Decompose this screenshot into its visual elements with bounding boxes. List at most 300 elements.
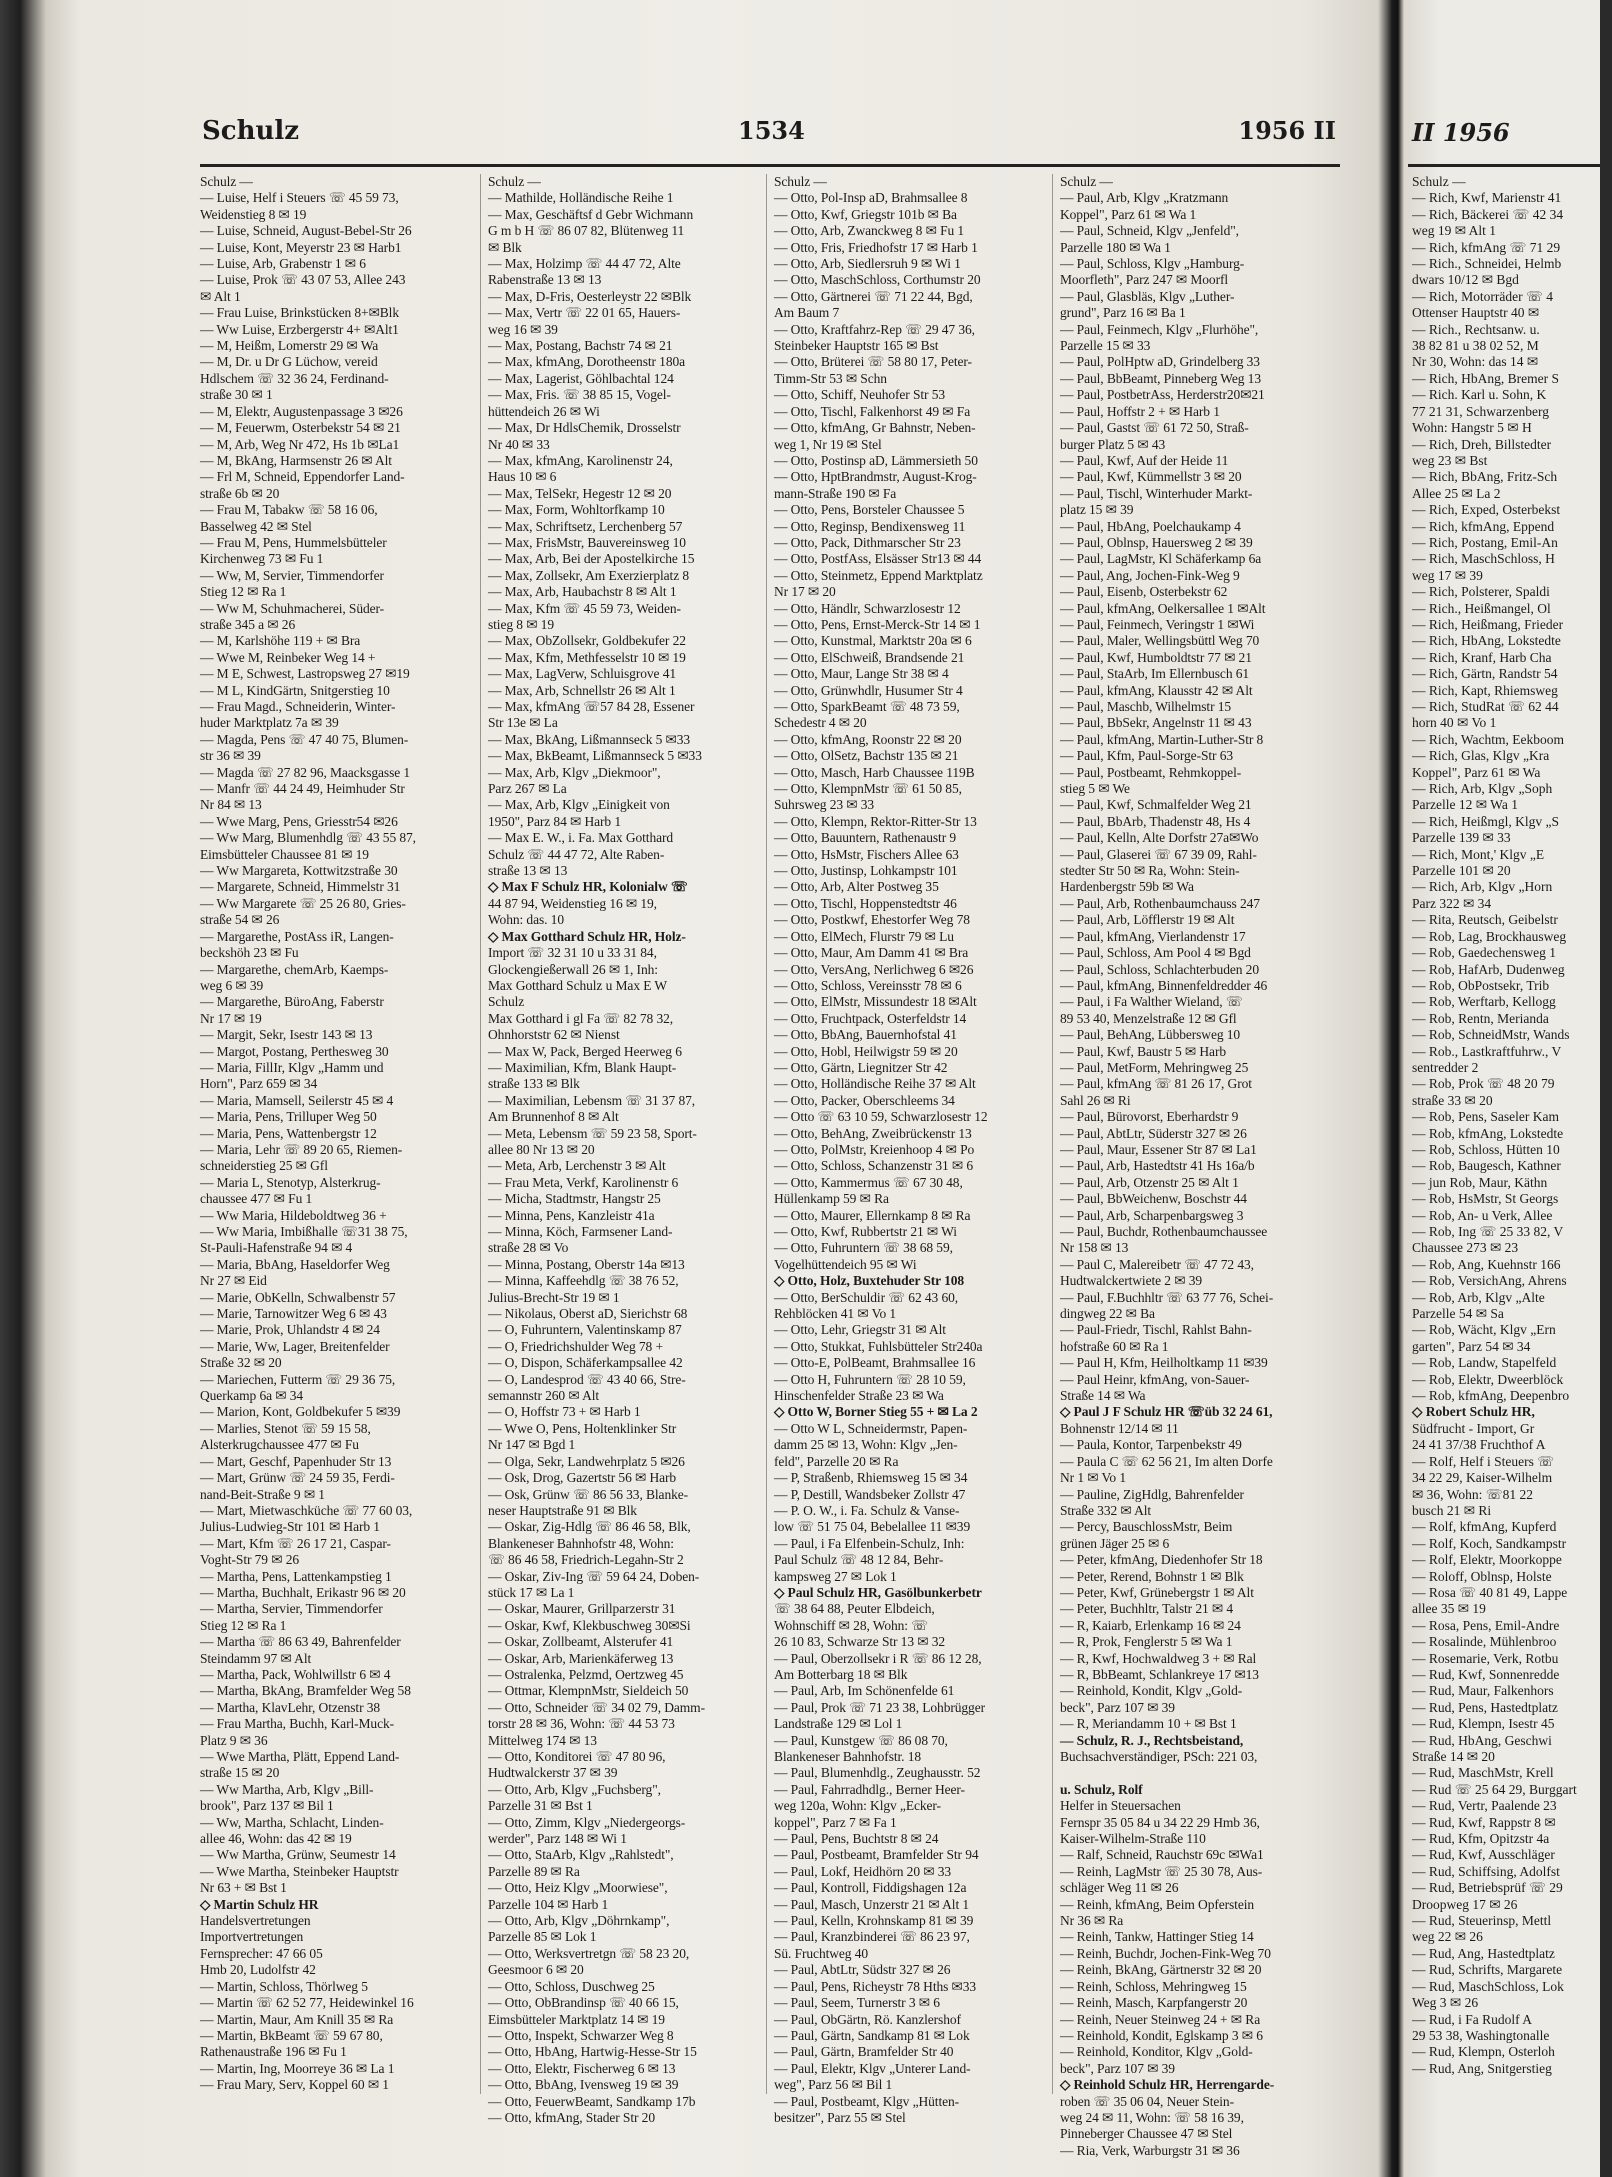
directory-entry-line: — Paul, Arb, Scharpenbargsweg 3 [1060,1207,1244,1223]
directory-entry-line: — Ralf, Schneid, Rauchstr 69c ✉Wa1 [1060,1847,1264,1863]
directory-entry-line: — Otto, Grünwhdlr, Husumer Str 4 [774,682,963,698]
directory-entry-line: — Max, D-Fris, Oesterleystr 22 ✉Blk [488,288,692,304]
directory-entry-line: — Ostralenka, Pelzmd, Oertzweg 45 [488,1666,684,1682]
directory-entry-line: — Max, Holzimp ☏ 44 47 72, Alte [488,256,681,272]
directory-entry-line: — Otto, Fruchtpack, Osterfeldstr 14 [774,1010,967,1026]
directory-entry-line: — Rich, Heißmang, Frieder [1412,616,1564,632]
directory-entry-line: — Rosa ☏ 40 81 49, Lappe [1412,1584,1568,1600]
directory-entry-line: — Peter, Buchhltr, Talstr 21 ✉ 4 [1060,1601,1234,1617]
directory-entry-line: — Rich, Gärtn, Randstr 54 [1412,666,1558,682]
directory-entry-line: — Paul, Schneid, Klgv „Jenfeld", [1060,223,1239,239]
directory-entry-line: — Rud, MaschMstr, Krell [1412,1765,1554,1781]
directory-entry-line: Droopweg 17 ✉ 26 [1412,1896,1518,1912]
directory-entry-line: — Martin, Ing, Moorreye 36 ✉ La 1 [200,2060,395,2076]
directory-entry-line: — Ww Marg, Blumenhdlg ☏ 43 55 87, [200,830,416,846]
directory-entry-line: Julius-Ludwieg-Str 101 ✉ Harb 1 [200,1519,380,1535]
directory-entry-line: — Otto, kfmAng, Roonstr 22 ✉ 20 [774,731,962,747]
directory-entry-line: 1950", Parz 84 ✉ Harb 1 [488,813,621,829]
directory-entry-line: — Margarethe, PostAss iR, Langen- [200,928,394,944]
directory-entry-line: Blankeneser Bahnhofstr 48, Wohn: [488,1535,674,1551]
directory-entry-line: — Mart, Kfm ☏ 26 17 21, Caspar- [200,1535,391,1551]
directory-entry-line: — Marlies, Stenot ☏ 59 15 58, [200,1420,371,1436]
directory-entry-line: — Roloff, Oblnsp, Holste [1412,1568,1552,1584]
directory-entry-line: — Max, kfmAng, Dorotheenstr 180a [488,354,686,370]
directory-entry-line: — M, Karlshöhe 119 + ✉ Bra [200,633,361,649]
directory-column-3 [774,174,1046,2125]
directory-entry-line: — Rich, StudRat ☏ 62 44 [1412,699,1559,714]
facing-page [1408,112,1600,2112]
directory-entry-line: — Rich, Motorräder ☏ 4 [1412,288,1553,304]
directory-entry-line: — Oskar, Kwf, Klekbuschweg 30✉Si [488,1617,691,1633]
directory-entry-line: — Paul, Arb, Rothenbaumchauss 247 [1060,895,1260,911]
directory-entry-line: — Rich, HbAng, Bremer S [1412,370,1559,386]
directory-entry-line: — Max, Vertr ☏ 22 01 65, Hauers- [488,305,681,321]
directory-entry-line: low ☏ 51 75 04, Bebelallee 11 ✉39 [774,1519,971,1535]
directory-entry-line: — Otto, Arb, Zwanckweg 8 ✉ Fu 1 [774,223,965,239]
directory-entry-line: — Paul, Arb, Otzenstr 25 ✉ Alt 1 [1060,1174,1239,1190]
directory-entry-line: — M, BkAng, Harmsenstr 26 ✉ Alt [200,452,392,468]
directory-entry-line: Am Brunnenhof 8 ✉ Alt [488,1109,619,1125]
directory-entry-line: weg 22 ✉ 26 [1412,1929,1483,1945]
directory-entry-line: schneiderstieg 25 ✉ Gfl [200,1158,328,1174]
directory-column-2 [488,174,760,2125]
directory-entry-line: straße 33 ✉ 20 [1412,1092,1493,1108]
directory-entry-line: — Otto, Holländische Reihe 37 ✉ Alt [774,1076,976,1092]
directory-entry-line: Parzelle 54 ✉ Sa [1412,1306,1504,1322]
directory-entry-line: Nr 36 ✉ Ra [1060,1913,1124,1929]
directory-entry-line: — Paula C ☏ 62 56 21, Im alten Dorfe [1060,1453,1273,1469]
directory-entry-line: — Rob, Ing ☏ 25 33 82, V [1412,1224,1564,1239]
directory-entry-line: — Paul, Oblnsp, Hauersweg 2 ✉ 39 [1060,534,1253,550]
directory-entry-line: — Otto, HsMstr, Fischers Allee 63 [774,846,959,862]
directory-entry-line: Moorfleth", Parz 247 ✉ Moorfl [1060,272,1229,288]
directory-entry-line: — Otto, Maur, Lange Str 38 ✉ 4 [774,666,949,682]
directory-entry-line: — Magda, Pens ☏ 47 40 75, Blumen- [200,731,409,747]
directory-entry-line: — Paul, BbWeichenw, Boschstr 44 [1060,1191,1247,1207]
directory-entry-line: — Max, Dr HdlsChemik, Drosselstr [488,420,681,436]
directory-entry-line: Wohn: Hangstr 5 ✉ H [1412,420,1532,436]
directory-entry-line: — Rich., Heißmangel, Ol [1412,600,1551,616]
directory-entry-line: weg 16 ✉ 39 [488,321,558,337]
directory-entry-line: — Paul, i Fa Elfenbein-Schulz, Inh: [774,1535,965,1551]
directory-entry-line: — Otto, Händlr, Schwarzlosestr 12 [774,600,961,616]
directory-entry-line: weg 24 ✉ 11, Wohn: ☏ 58 16 39, [1060,2109,1244,2125]
directory-entry-line: Schulz — [488,174,541,189]
directory-entry-line: ☏ 86 46 58, Friedrich-Legahn-Str 2 [488,1552,684,1568]
directory-entry-line: — Rud ☏ 25 64 29, Burggart [1412,1781,1577,1797]
directory-entry-line: schläger Weg 11 ✉ 26 [1060,1880,1179,1896]
directory-entry-line: — Rud, MaschSchloss, Lok [1412,1978,1564,1994]
directory-entry-line: — Otto, PostfAss, Elsässer Str13 ✉ 44 [774,551,982,567]
directory-entry-line: — Max, Kfm ☏ 45 59 73, Weiden- [488,600,681,616]
directory-entry-line: — Reinh, BkAng, Gärtnerstr 32 ✉ 20 [1060,1962,1262,1978]
directory-entry-line: — Paul, BbArb, Thadenstr 48, Hs 4 [1060,813,1251,829]
directory-entry-line: — Paul H, Kfm, Heilholtkamp 11 ✉39 [1060,1355,1268,1371]
directory-entry-line: — Max, Postang, Bachstr 74 ✉ 21 [488,338,673,354]
directory-entry-line: — Otto, Kwf, Rubbertstr 21 ✉ Wi [774,1224,957,1239]
directory-entry-line: — Minna, Postang, Oberstr 14a ✉13 [488,1256,685,1272]
directory-entry-line: mann-Straße 190 ✉ Fa [774,485,897,501]
directory-entry-line: — Reinh, LagMstr ☏ 25 30 78, Aus- [1060,1863,1263,1879]
directory-entry-line: — Martha, Pack, Wohlwillstr 6 ✉ 4 [200,1666,391,1682]
directory-entry-line: — Rich., Schneidei, Helmb [1412,256,1562,272]
directory-entry-line: Steindamm 97 ✉ Alt [200,1650,312,1666]
directory-entry-line: Hdlschem ☏ 32 36 24, Ferdinand- [200,370,389,386]
directory-entry-line: — Martha, Pens, Lattenkampstieg 1 [200,1568,392,1584]
directory-entry-line: — Paul, Gärtn, Bramfelder Str 40 [774,2044,954,2060]
directory-entry-line: Helfer in Steuersachen [1060,1798,1181,1814]
directory-entry-line: — Rud, Ang, Hastedtplatz [1412,1945,1555,1961]
directory-entry-line: — Maria, FillIr, Klgv „Hamm und [200,1059,384,1075]
directory-entry-line: — Percy, BauschlossMstr, Beim [1060,1519,1233,1535]
directory-entry-line: — Rich, Postang, Emil-An [1412,534,1558,550]
directory-entry-line: — Max, Geschäftsf d Gebr Wichmann [488,206,694,222]
directory-entry-line: — Wwe O, Pens, Holtenklinker Str [488,1420,677,1436]
directory-entry-line: beck", Parz 107 ✉ 39 [1060,2060,1175,2076]
directory-entry-line: Glockengießerwall 26 ✉ 1, Inh: [488,961,658,977]
directory-entry-line: — R, Kwf, Hochwaldweg 3 + ✉ Ral [1060,1650,1257,1666]
directory-entry-line: — Rich, Bäckerei ☏ 42 34 [1412,206,1564,222]
directory-entry-line [1060,1765,1332,1781]
directory-entry-line: Querkamp 6a ✉ 34 [200,1388,304,1404]
directory-entry-line: weg 19 ✉ Alt 1 [1412,223,1497,239]
directory-entry-line: — Reinh, Schloss, Mehringweg 15 [1060,1978,1247,1994]
directory-entry-line: — Rud, Maur, Falkenhors [1412,1683,1554,1699]
directory-entry-line: — Mart, Mietwaschküche ☏ 77 60 03, [200,1502,413,1518]
directory-entry-line: ✉ Alt 1 [200,288,241,304]
directory-entry-line: — Otto, Masch, Harb Chaussee 119B [774,764,975,780]
directory-entry-line: — Frau Meta, Verkf, Karolinenstr 6 [488,1174,679,1190]
directory-entry-line: — Paul, i Fa Walther Wieland, ☏ [1060,994,1243,1010]
directory-entry-line: — Otto, Pens, Borsteler Chaussee 5 [774,502,965,518]
directory-entry-line: — Maria, BbAng, Haseldorfer Weg [200,1256,390,1272]
directory-entry-line: — Marion, Kont, Goldbekufer 5 ✉39 [200,1404,401,1420]
directory-entry-line: Koppel", Parz 61 ✉ Wa 1 [1060,206,1197,222]
directory-entry-line: Kaiser-Wilhelm-Straße 110 [1060,1831,1206,1847]
directory-entry-line: Parzelle 89 ✉ Ra [488,1863,580,1879]
directory-entry-line: — Max, kfmAng, Karolinenstr 24, [488,452,673,468]
directory-entry-line: — Paul, Lokf, Heidhörn 20 ✉ 33 [774,1863,952,1879]
directory-entry-line: — Rich, Exped, Osterbekst [1412,502,1561,518]
directory-entry-line: Stieg 12 ✉ Ra 1 [200,584,287,600]
directory-entry-line: — Oskar, Ziv-Ing ☏ 59 64 24, Doben- [488,1568,700,1584]
directory-entry-line: Nr 158 ✉ 13 [1060,1240,1129,1256]
directory-entry-line: — Rud, Kfm, Opitzstr 4a [1412,1831,1550,1847]
directory-entry-line: — Otto, Kwf, Griegstr 101b ✉ Ba [774,206,957,222]
directory-entry-line: — Schulz, R. J., Rechtsbeistand, [1060,1732,1244,1748]
directory-entry-line: — Micha, Stadtmstr, Hangstr 25 [488,1191,661,1207]
directory-entry-line: ◇ Max Gotthard Schulz HR, Holz- [488,928,686,944]
directory-entry-line: — Ww Maria, Hildeboldtweg 36 + [200,1207,387,1223]
directory-entry-line: — Rud, Klempn, Isestr 45 [1412,1716,1555,1732]
directory-entry-line: — Max, Kfm, Methfesselstr 10 ✉ 19 [488,649,686,665]
directory-entry-line: Ottenser Hauptstr 40 ✉ [1412,305,1540,321]
directory-entry-line: — O, Dispon, Schäferkampsallee 42 [488,1355,683,1371]
directory-entry-line: — Martha ☏ 86 63 49, Bahrenfelder [200,1634,401,1650]
directory-entry-line: 38 82 81 u 38 02 52, M [1412,338,1539,354]
directory-entry-line: ◇ Reinhold Schulz HR, Herrengarde- [1060,2077,1275,2093]
directory-entry-line: — Nikolaus, Oberst aD, Sierichstr 68 [488,1306,688,1322]
directory-entry-line: — Manfr ☏ 44 24 49, Heimhuder Str [200,781,405,797]
directory-entry-line: — Rosalinde, Mühlenbroo [1412,1634,1557,1650]
directory-entry-line: — Paul, Eisenb, Osterbekstr 62 [1060,584,1228,600]
directory-entry-line: — Otto, Pens, Ernst-Merck-Str 14 ✉ 1 [774,616,981,632]
directory-entry-line: Chaussee 273 ✉ 23 [1412,1240,1519,1256]
directory-entry-line: — Paul, kfmAng, Oelkersallee 1 ✉Alt [1060,600,1266,616]
directory-entry-line: — Rob., Lastkraftfuhrw., V [1412,1043,1562,1059]
directory-entry-line: platz 15 ✉ 39 [1060,502,1134,518]
directory-entry-line: — Rich, Heißmgl, Klgv „S [1412,813,1559,829]
directory-entry-line: neser Hauptstraße 91 ✉ Blk [488,1502,637,1518]
directory-entry-line: — Wwe Marg, Pens, Griesstr54 ✉26 [200,813,398,829]
directory-entry-line: — Otto, StaArb, Klgv „Rahlstedt", [488,1847,674,1863]
directory-entry-line: — Otto, Kammermus ☏ 67 30 48, [774,1174,963,1190]
directory-entry-line: — Maria L, Stenotyp, Alsterkrug- [200,1174,381,1190]
directory-entry-line: Nr 147 ✉ Bgd 1 [488,1437,576,1453]
directory-entry-line: sentredder 2 [1412,1059,1479,1075]
directory-entry-line: — P, Straßenb, Rhiemsweg 15 ✉ 34 [774,1470,968,1486]
directory-entry-line: Fernsprecher: 47 66 05 [200,1945,323,1961]
directory-entry-line: ◇ Paul Schulz HR, Gasölbunkerbetr [774,1584,982,1600]
directory-entry-line: chaussee 477 ✉ Fu 1 [200,1191,313,1207]
directory-entry-line: Bohnenstr 12/14 ✉ 11 [1060,1420,1179,1436]
directory-entry-line: — Maria, Pens, Trilluper Weg 50 [200,1109,377,1125]
directory-entry-line: — Rich, kfmAng ☏ 71 29 [1412,239,1561,255]
directory-entry-line: — Wwe M, Reinbeker Weg 14 + [200,649,376,665]
directory-entry-line: — Rud, Kwf, Sonnenredde [1412,1666,1560,1682]
directory-entry-line: — Paul, Maur, Essener Str 87 ✉ La1 [1060,1141,1257,1157]
facing-page-column [1412,174,1612,2077]
directory-entry-line: Vogelhüttendeich 95 ✉ Wi [774,1256,917,1272]
directory-entry-line: — Paul, AbtLtr, Süderstr 327 ✉ 26 [1060,1125,1247,1141]
directory-entry-line: Schulz — [1060,174,1113,189]
directory-entry-line: — Martin, BkBeamt ☏ 59 67 80, [200,2027,383,2043]
directory-entry-line: — Otto, Maur, Am Damm 41 ✉ Bra [774,945,969,961]
directory-entry-line: — Paula, Kontor, Tarpenbekstr 49 [1060,1437,1242,1453]
directory-entry-line: — Otto, Pack, Dithmarscher Str 23 [774,534,961,550]
directory-entry-line: Weg 3 ✉ 26 [1412,1995,1479,2011]
directory-entry-line: — Rolf, Elektr, Moorkoppe [1412,1552,1562,1568]
directory-entry-line: — Ww Luise, Erzbergerstr 4+ ✉Alt1 [200,321,399,337]
directory-entry-line: Hudtwalckertwiete 2 ✉ 39 [1060,1273,1202,1289]
directory-entry-line: — Paul, Kunstgew ☏ 86 08 70, [774,1732,948,1748]
directory-entry-line: Parzelle 85 ✉ Lok 1 [488,1929,597,1945]
directory-entry-line: — Rich, BbAng, Fritz-Sch [1412,469,1558,485]
directory-entry-line: — Paul, Gärtn, Sandkamp 81 ✉ Lok [774,2027,970,2043]
directory-entry-line: — Paul, Kranzbinderei ☏ 86 23 97, [774,1929,970,1945]
directory-entry-line: — Paul, Oberzollsekr i R ☏ 86 12 28, [774,1650,982,1666]
directory-entry-line: — Frau Magd., Schneiderin, Winter- [200,699,396,714]
directory-entry-line: — Rob, Schloss, Hütten 10 [1412,1141,1560,1157]
directory-entry-line: — Wwe Martha, Steinbeker Hauptstr [200,1863,399,1879]
directory-entry-line: — Max, Arb, Haubachstr 8 ✉ Alt 1 [488,584,677,600]
directory-entry-line: — Maria, Lehr ☏ 89 20 65, Riemen- [200,1141,403,1157]
directory-entry-line: — Paul, Maler, Wellingsbüttl Weg 70 [1060,633,1260,649]
directory-entry-line: Fernspr 35 05 84 u 34 22 29 Hmb 36, [1060,1814,1260,1830]
directory-entry-line: Hüllenkamp 59 ✉ Ra [774,1191,889,1207]
directory-entry-line: weg 6 ✉ 39 [200,977,264,993]
directory-entry-line: weg 1, Nr 19 ✉ Stel [774,436,882,452]
directory-entry-line: — Ww M, Schuhmacherei, Süder- [200,600,385,616]
directory-entry-line: ✉ 36, Wohn: ☏81 22 [1412,1486,1533,1502]
directory-entry-line: — Rita, Reutsch, Geibelstr [1412,912,1558,928]
directory-entry-line: stieg 8 ✉ 19 [488,616,554,632]
directory-entry-line: — Martin, Schloss, Thörlweg 5 [200,1978,368,1994]
directory-entry-line: — Rich, Polsterer, Spaldi [1412,584,1550,600]
directory-entry-line: Horn", Parz 659 ✉ 34 [200,1076,318,1092]
directory-entry-line: Parz 267 ✉ La [488,781,567,797]
directory-entry-line: Südfrucht - Import, Gr [1412,1420,1535,1436]
directory-entry-line: — Paul C, Malereibetr ☏ 47 72 43, [1060,1256,1254,1272]
directory-entry-line: Haus 10 ✉ 6 [488,469,557,485]
directory-entry-line: Straße 14 ✉ Wa [1060,1388,1146,1404]
directory-entry-line: — Otto, kfmAng, Stader Str 20 [488,2109,655,2125]
directory-entry-line: — Rob, SchneidMstr, Wands [1412,1027,1570,1043]
directory-entry-line: — Otto, Postinsp aD, Lämmersieth 50 [774,452,978,468]
directory-entry-line: — Paul, ObGärtn, Rö. Kanzlershof [774,2011,961,2027]
directory-entry-line: u. Schulz, Rolf [1060,1781,1143,1797]
directory-entry-line: Hardenbergstr 59b ✉ Wa [1060,879,1194,895]
directory-entry-line: Max Gotthard Schulz u Max E W [488,977,668,993]
directory-entry-line: burger Platz 5 ✉ 43 [1060,436,1166,452]
directory-entry-line: Rehblöcken 41 ✉ Vo 1 [774,1306,897,1322]
directory-entry-line: 77 21 31, Schwarzenberg [1412,403,1549,419]
page-header [200,112,1340,152]
directory-entry-line: 89 53 40, Menzelstraße 12 ✉ Gfl [1060,1010,1237,1026]
directory-entry-line: — Margot, Postang, Perthesweg 30 [200,1043,389,1059]
directory-entry-line: — Rud, HbAng, Geschwi [1412,1732,1552,1748]
directory-entry-line: — Reinh, Buchdr, Jochen-Fink-Weg 70 [1060,1945,1271,1961]
directory-entry-line: — Rud, i Fa Rudolf A [1412,2011,1533,2027]
directory-entry-line: weg 17 ✉ 39 [1412,567,1483,583]
directory-entry-line: — Rud, Klempn, Osterloh [1412,2044,1555,2060]
directory-entry-line: — Luise, Helf i Steuers ☏ 45 59 73, [200,190,399,206]
directory-entry-line: roben ☏ 35 06 04, Neuer Stein- [1060,2093,1234,2109]
directory-entry-line: — Luise, Kont, Meyerstr 23 ✉ Harb1 [200,239,402,255]
directory-entry-line: Landstraße 129 ✉ Lol 1 [774,1716,903,1732]
directory-entry-line: beck", Parz 107 ✉ 39 [1060,1699,1175,1715]
directory-entry-line: — M, Feuerwm, Osterbekstr 54 ✉ 21 [200,420,401,436]
directory-entry-line: — Frau Luise, Brinkstücken 8+✉Blk [200,305,399,321]
directory-entry-line: Buchsachverständiger, PSch: 221 03, [1060,1749,1258,1764]
directory-entry-line: — Rich, MaschSchloss, H [1412,551,1555,567]
directory-entry-line: — Otto, ElSchweiß, Brandsende 21 [774,649,965,665]
directory-entry-line: — Paul, Arb, Löfflerstr 19 ✉ Alt [1060,912,1235,928]
directory-entry-line: — Magda ☏ 27 82 96, Maacksgasse 1 [200,764,411,780]
directory-entry-line: — M, Arb, Weg Nr 472, Hs 1b ✉La1 [200,436,400,452]
facing-page-year: II 1956 [1412,118,1510,147]
directory-entry-line: — Rob, kfmAng, Deepenbro [1412,1388,1570,1404]
directory-entry-line: — Paul, Postbeamt, Klgv „Hütten- [774,2093,960,2109]
directory-entry-line: — Max, Lagerist, Göhlbachtal 124 [488,370,674,386]
directory-entry-line: hüttendeich 26 ✉ Wi [488,403,600,419]
directory-entry-line: — Otto, Steinmetz, Eppend Marktplatz [774,567,983,583]
directory-entry-line: — Maria, Pens, Wattenbergstr 12 [200,1125,377,1141]
directory-entry-line: — Paul, Arb, Hastedtstr 41 Hs 16a/b [1060,1158,1255,1174]
directory-entry-line: — Otto, BbAng, Bauernhofstal 41 [774,1027,957,1043]
directory-entry-line: — Paul, BbBeamt, Pinneberg Weg 13 [1060,370,1261,386]
directory-entry-line: — Otto, HptBrandmstr, August-Krog- [774,469,977,485]
directory-entry-line: — Paul, Feinmech, Klgv „Flurhöhe", [1060,321,1259,337]
directory-entry-line: Ohnhorststr 62 ✉ Nienst [488,1027,620,1043]
directory-entry-line: — Otto, ElMech, Flurstr 79 ✉ Lu [774,928,954,944]
directory-entry-line: — Rud, Betriebsprüf ☏ 29 [1412,1880,1563,1896]
directory-entry-line: — O, Fuhruntern, Valentinskamp 87 [488,1322,682,1338]
directory-entry-line: Hudtwalckerstr 37 ✉ 39 [488,1765,618,1781]
directory-entry-line: — Osk, Drog, Gazertstr 56 ✉ Harb [488,1470,677,1486]
directory-entry-line: — Max, Arb, Klgv „Einigkeit von [488,797,670,813]
directory-entry-line: Parzelle 104 ✉ Harb 1 [488,1896,609,1912]
directory-entry-line: — Luise, Prok ☏ 43 07 53, Allee 243 [200,272,406,288]
directory-entry-line: G m b H ☏ 86 07 82, Blütenweg 11 [488,223,685,239]
directory-entry-line: ◇ Max F Schulz HR, Kolonialw ☏ [488,879,688,895]
directory-entry-line: 44 87 94, Weidenstieg 16 ✉ 19, [488,895,657,911]
directory-entry-line: — P, Destill, Wandsbeker Zollstr 47 [774,1486,966,1502]
directory-entry-line: — Martin ☏ 62 52 77, Heidewinkel 16 [200,1995,414,2011]
page-number: 1534 [738,116,805,145]
directory-entry-line: Julius-Brecht-Str 19 ✉ 1 [488,1289,620,1305]
directory-entry-line: — Rich, Dreh, Billstedter [1412,436,1552,452]
directory-entry-line: — Mariechen, Futterm ☏ 29 36 75, [200,1371,396,1387]
directory-entry-line: — Rud, Schrifts, Margarete [1412,1962,1563,1978]
directory-entry-line: — Minna, Köch, Farmsener Land- [488,1224,673,1239]
directory-entry-line: Nr 1 ✉ Vo 1 [1060,1470,1126,1486]
directory-entry-line: — Paul, Bürovorst, Eberhardstr 9 [1060,1109,1239,1125]
directory-entry-line: Platz 9 ✉ 36 [200,1732,268,1748]
directory-entry-line: Schulz — [774,174,827,189]
directory-entry-line: — Ww Margareta, Kottwitzstraße 30 [200,863,398,879]
directory-entry-line: Voght-Str 79 ✉ 26 [200,1552,299,1568]
directory-entry-line: — Rich, Arb, Klgv „Horn [1412,879,1553,895]
directory-entry-line: — Paul, Kwf, Humboldtstr 77 ✉ 21 [1060,649,1252,665]
directory-entry-line: str 36 ✉ 39 [200,748,261,764]
directory-entry-line: — Rud, Kwf, Rappstr 8 ✉ [1412,1814,1556,1830]
directory-entry-line: — Paul, Glasbläs, Klgv „Luther- [1060,288,1235,304]
directory-entry-line: — Margarethe, chemArb, Kaemps- [200,961,389,977]
directory-entry-line: — Martha, Buchhalt, Erikastr 96 ✉ 20 [200,1584,406,1600]
directory-entry-line: Alsterkrugchaussee 477 ✉ Fu [200,1437,359,1453]
directory-entry-line: — Peter, kfmAng, Diedenhofer Str 18 [1060,1552,1263,1568]
directory-entry-line: — Peter, Kwf, Grünebergstr 1 ✉ Alt [1060,1584,1254,1600]
directory-entry-line: — Otto, FeuerwBeamt, Sandkamp 17b [488,2093,696,2109]
directory-entry-line: stück 17 ✉ La 1 [488,1584,575,1600]
directory-entry-line: Parzelle 101 ✉ 20 [1412,863,1511,879]
directory-entry-line: — Rich, Wachtm, Eekboom [1412,731,1565,747]
directory-entry-line: besitzer", Parz 55 ✉ Stel [774,2109,906,2125]
directory-entry-line: — Paul, Kwf, Schmalfelder Weg 21 [1060,797,1252,813]
directory-entry-line: — Rob, Landw, Stapelfeld [1412,1355,1557,1371]
directory-entry-line: straße 28 ✉ Vo [488,1240,569,1256]
directory-entry-line: — Paul, StaArb, Im Ellernbusch 61 [1060,666,1250,682]
directory-entry-line: — Paul, BehAng, Lübbersweg 10 [1060,1027,1241,1043]
directory-entry-line: — Paul, Kwf, Auf der Heide 11 [1060,452,1229,468]
directory-entry-line: Mittelweg 174 ✉ 13 [488,1732,597,1748]
directory-entry-line: — Max, Arb, Schnellstr 26 ✉ Alt 1 [488,682,676,698]
directory-entry-line: — Paul, kfmAng ☏ 81 26 17, Grot [1060,1076,1252,1092]
directory-entry-line: — Rud, Pens, Hastedtplatz [1412,1699,1558,1715]
directory-entry-line: — Rob, An- u Verk, Allee [1412,1207,1553,1223]
directory-entry-line: — Marie, ObKelln, Schwalbenstr 57 [200,1289,396,1305]
directory-entry-line: — Rob, Werftarb, Kellogg [1412,994,1556,1010]
directory-entry-line: — Paul, Kelln, Alte Dorfstr 27a✉Wo [1060,830,1259,846]
directory-entry-line: Nr 27 ✉ Eid [200,1273,267,1289]
directory-entry-line: Hinschenfelder Straße 23 ✉ Wa [774,1388,944,1404]
directory-entry-line: — Oskar, Zollbeamt, Alsterufer 41 [488,1634,674,1650]
directory-entry-line: — Martha, Servier, Timmendorfer [200,1601,383,1617]
directory-entry-line: — Paul, HbAng, Poelchaukamp 4 [1060,518,1241,534]
directory-entry-line: Nr 63 + ✉ Bst 1 [200,1880,287,1896]
directory-entry-line: Eimsbütteler Marktplatz 14 ✉ 19 [488,2011,665,2027]
